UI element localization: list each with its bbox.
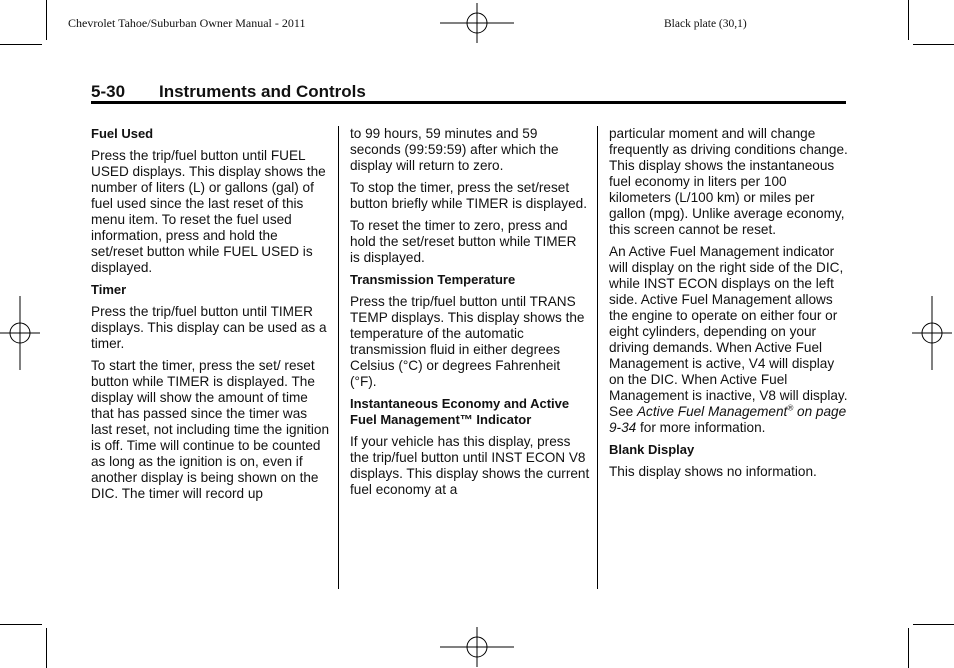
manual-title: Chevrolet Tahoe/Suburban Owner Manual - 2011 xyxy=(68,16,306,30)
heading-rule xyxy=(91,101,846,104)
heading-fuel-used: Fuel Used xyxy=(91,126,154,141)
column-divider xyxy=(597,126,598,589)
crop-mark xyxy=(0,624,42,625)
column-2 xyxy=(350,126,590,504)
section-heading xyxy=(91,82,846,102)
registration-mark-icon xyxy=(0,296,40,370)
page-number: 5-30 xyxy=(91,82,126,101)
registration-mark-icon xyxy=(440,3,514,43)
registration-mark-icon xyxy=(440,627,514,667)
column-3 xyxy=(609,126,849,486)
crop-mark xyxy=(913,44,954,45)
crop-mark xyxy=(913,624,954,625)
paragraph xyxy=(609,244,849,436)
registration-mark-icon xyxy=(912,296,952,370)
crop-mark xyxy=(908,0,909,40)
paragraph: Press the trip/fuel button until TIMER displays. This display can be used as a timer. xyxy=(91,304,327,351)
crop-mark xyxy=(46,0,47,40)
column-1 xyxy=(91,126,331,508)
paragraph-text: An Active Fuel Management indicator will display on the right side of the DIC, while INST ECON displays on the left side. Active Fuel Management allows the engine to operate on either four or eight cylinders, depending on your driving demands. When Active Fuel Management is active, V4 will display on the DIC. When Active Fuel Management is inactive, V8 will display. See xyxy=(609,244,848,419)
paragraph-tail: for more information. xyxy=(636,420,766,435)
registered-mark: ® xyxy=(787,403,794,413)
paragraph: Press the trip/fuel button until TRANS TEMP displays. This display shows the temperature of the automatic transmission fluid in either degrees Celsius (°C) or degrees Fahrenheit (°F). xyxy=(350,294,585,389)
crop-mark xyxy=(908,628,909,668)
section-title: Instruments and Controls xyxy=(159,82,366,101)
paragraph: To start the timer, press the set/ reset button while TIMER is displayed. The display will show the amount of time that has passed since the timer was last reset, not including time the ignition is off. Time will continue to be counted as long as the ignition is on, even if another display is being shown on the DIC. The timer will record up xyxy=(91,358,330,501)
crop-mark xyxy=(46,628,47,668)
heading-blank-display: Blank Display xyxy=(609,442,695,457)
paragraph: To stop the timer, press the set/reset button briefly while TIMER is displayed. xyxy=(350,180,587,211)
heading-timer: Timer xyxy=(91,282,127,297)
paragraph: particular moment and will change frequently as driving conditions change. This display shows the instantaneous fuel economy in liters per 100 kilometers (L/100 km) or miles per gallon (mpg). Unlike average economy, this screen cannot be reset. xyxy=(609,126,848,237)
paragraph: If your vehicle has this display, press the trip/fuel button until INST ECON V8 displays. This display shows the current fuel economy at a xyxy=(350,434,590,497)
link-page: on page 9‑34 xyxy=(609,404,847,435)
plate-label: Black plate (30,1) xyxy=(664,18,747,30)
heading-transmission-temperature: Transmission Temperature xyxy=(350,272,516,287)
paragraph: Press the trip/fuel button until FUEL USED displays. This display shows the number of liters (L) or gallons (gal) of fuel used since the last reset of this menu item. To reset the fuel used information, press and hold the set/reset button while FUEL USED is displayed. xyxy=(91,148,326,275)
link-text: Active Fuel Management xyxy=(636,404,788,419)
paragraph: To reset the timer to zero, press and hold the set/reset button while TIMER is displayed. xyxy=(350,218,577,265)
paragraph: This display shows no information. xyxy=(609,464,817,479)
paragraph: to 99 hours, 59 minutes and 59 seconds (99:59:59) after which the display will return to zero. xyxy=(350,126,559,173)
heading-instantaneous-economy: Instantaneous Economy and Active Fuel Management™ Indicator xyxy=(350,396,570,427)
column-divider xyxy=(338,126,339,589)
crop-mark xyxy=(0,44,42,45)
